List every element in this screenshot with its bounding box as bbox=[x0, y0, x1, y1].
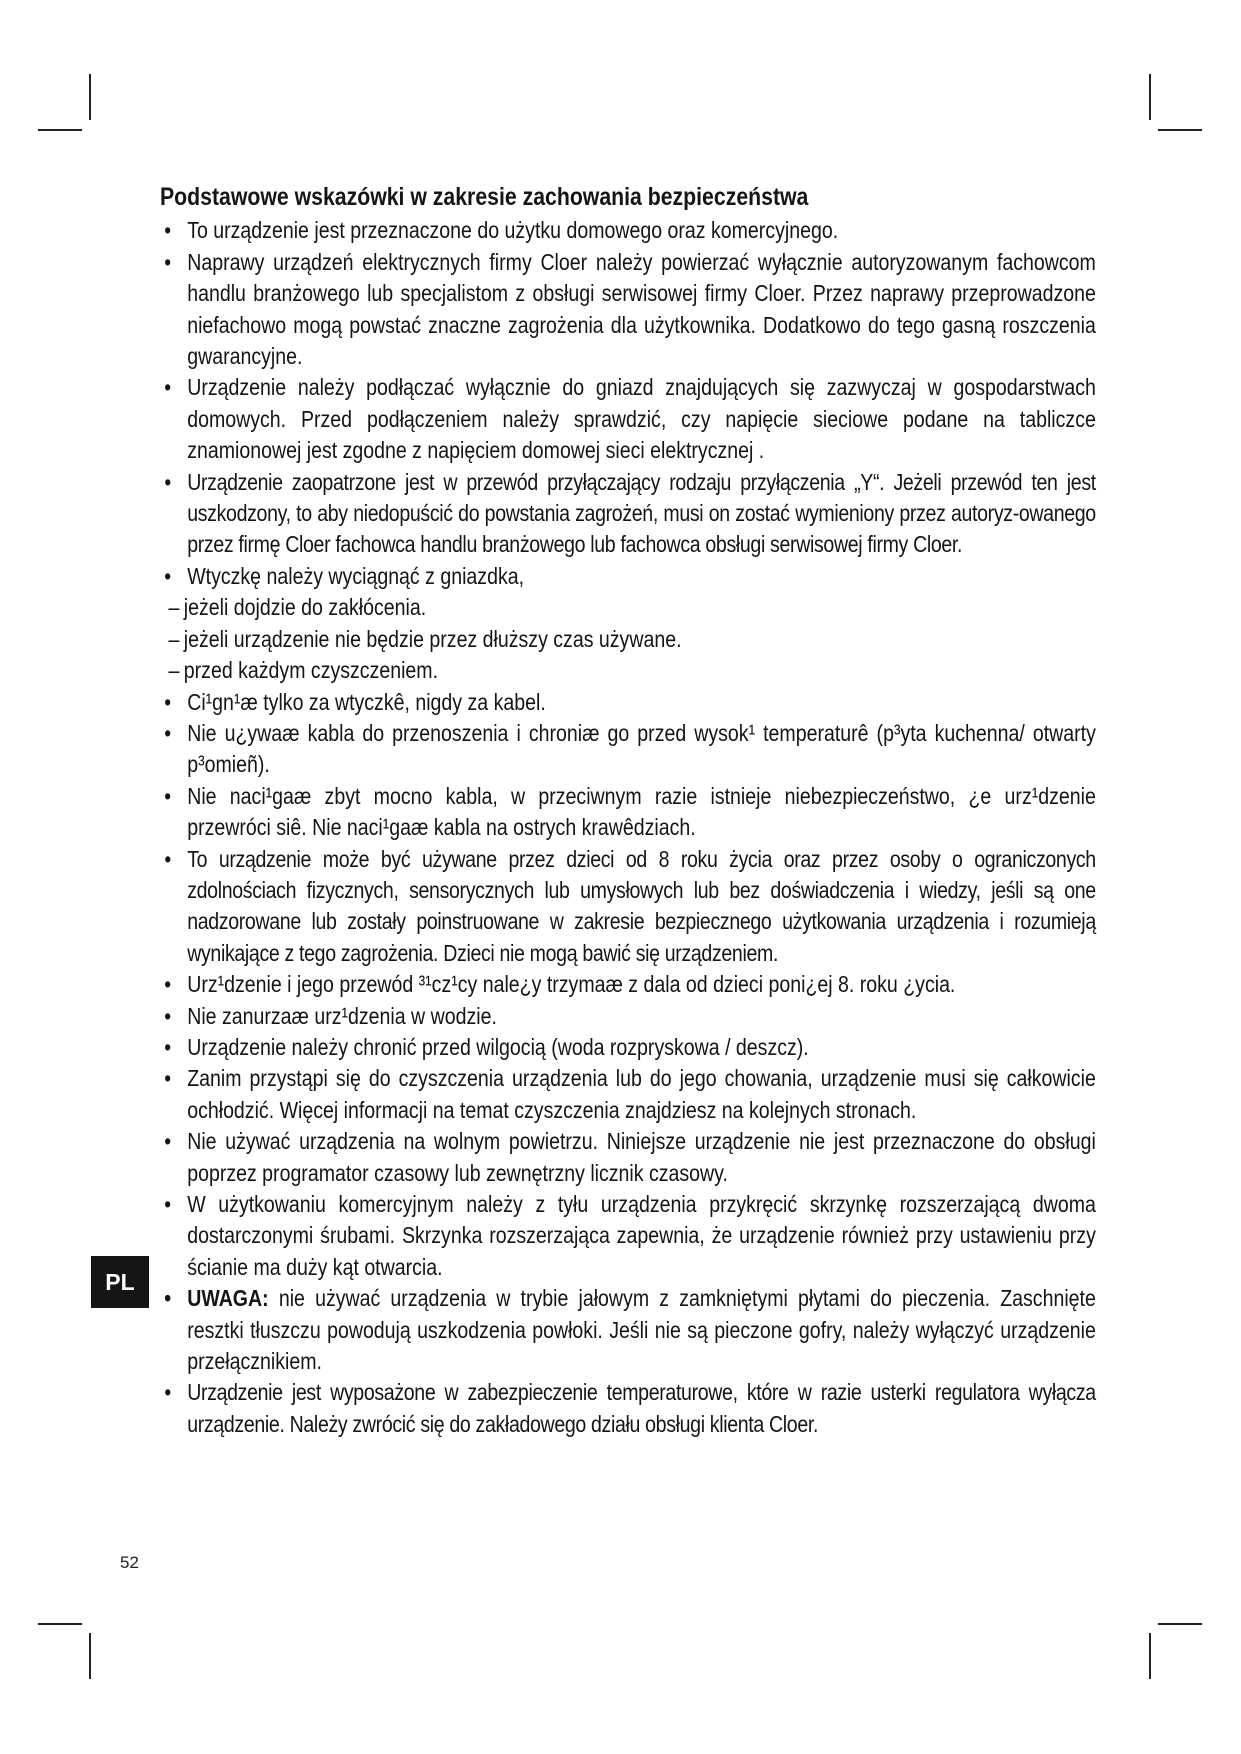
list-item bbox=[160, 1377, 1096, 1440]
bullet: • bbox=[164, 374, 172, 401]
list-item bbox=[160, 215, 1096, 246]
bullet: • bbox=[164, 1285, 172, 1312]
section-heading: Podstawowe wskazówki w zakresie zachowania bezpieczeństwa bbox=[160, 183, 809, 211]
sub-list-item bbox=[160, 624, 1096, 655]
list-item-text: To urządzenie jest przeznaczone do użytku domowego oraz komercyjnego. bbox=[187, 217, 839, 244]
crop-mark-top-right-vertical bbox=[1149, 74, 1151, 120]
list-item-text: To urządzenie może być używane przez dzieci od 8 roku życia oraz przez osoby o ograniczonych zdolnościach fizycznych, sensorycznych lub umysłowych lub bez doświadczenia i wiedzy, jeśli są one nadzorowane lub zostały poinstruowane w zakresie bezpiecznego użytkowania urządzenia i rozumieją wynikające z tego zagrożenia. Dzieci nie mogą bawić się urządzeniem. bbox=[187, 845, 1096, 966]
bullet: • bbox=[164, 1191, 172, 1217]
list-item-text: Urządzenie zaopatrzone jest w przewód przyłączający rodzaju przyłączenia „Y“. Jeżeli przewód ten jest uszkodzony, to aby niedopuścić do powstania zagrożeń, musi on zostać wymieniony przez autoryz-owanego przez firmę Cloer fachowca handlu branżowego lub fachowca obsługi serwisowej firmy Cloer. bbox=[187, 468, 1096, 558]
bullet: • bbox=[164, 248, 172, 275]
warning-label: UWAGA: bbox=[187, 1285, 269, 1312]
list-item bbox=[160, 1126, 1096, 1189]
crop-mark-bottom-left-horizontal bbox=[38, 1623, 82, 1625]
list-item bbox=[160, 1063, 1096, 1126]
list-item-text: Naprawy urządzeń elektrycznych firmy Cloer należy powierzać wyłącznie autoryzowanym fachowcom handlu branżowego lub specjalistom z obsługi serwisowej firmy Cloer. Przez naprawy przeprowadzone niefachowo mogą powstać znaczne zagrożenia dla użytkownika. Dodatkowo do tego gasną roszczenia gwarancyjne. bbox=[187, 248, 1096, 370]
bullet: • bbox=[164, 1379, 171, 1406]
list-item-text: Urządzenie jest wyposażone w zabezpieczenie temperaturowe, które w razie usterki regulatora wyłącza urządzenie. Należy zwrócić się do zakładowego działu obsługi klienta Cloer. bbox=[187, 1379, 1096, 1437]
list-item bbox=[160, 781, 1096, 844]
safety-instructions bbox=[160, 182, 1096, 1440]
list-item bbox=[160, 467, 1096, 561]
list-item bbox=[160, 247, 1096, 373]
sub-list-item-text: przed każdym czyszczeniem. bbox=[183, 657, 439, 684]
sub-list-item bbox=[160, 655, 1096, 686]
list-item bbox=[160, 844, 1096, 970]
bullet: • bbox=[164, 719, 172, 746]
bullet: • bbox=[164, 688, 172, 715]
language-tab: PL bbox=[91, 1256, 149, 1308]
bullet: • bbox=[164, 971, 172, 998]
dash: – bbox=[168, 657, 180, 684]
sub-list-item-text: jeżeli dojdzie do zakłócenia. bbox=[183, 594, 427, 621]
bullet: • bbox=[164, 1128, 172, 1155]
list-item-text: W użytkowaniu komercyjnym należy z tyłu urządzenia przykręcić skrzynkę rozszerzającą dwoma dostarczonymi śrubami. Skrzynka rozszerzająca zapewnia, że urządzenie również przy ustawieniu przy ścianie ma duży kąt otwarcia. bbox=[187, 1191, 1096, 1280]
list-item-text: Zanim przystąpi się do czyszczenia urządzenia lub do jego chowania, urządzenie musi się całkowicie ochłodzić. Więcej informacji na temat czyszczenia znajdziesz na kolejnych stronach. bbox=[187, 1065, 1096, 1123]
bullet: • bbox=[164, 782, 172, 809]
list-item-text: Nie naci¹gaæ zbyt mocno kabla, w przeciwnym razie istnieje niebezpieczeństwo, ¿e urz¹dzenie przewróci siê. Nie naci¹gaæ kabla na ostrych krawêdziach. bbox=[187, 782, 1096, 841]
list-item bbox=[160, 372, 1096, 466]
bullet: • bbox=[164, 562, 172, 589]
crop-mark-bottom-right-vertical bbox=[1149, 1633, 1151, 1679]
list-item-text: Nie używać urządzenia na wolnym powietrzu. Niniejsze urządzenie nie jest przeznaczone do obsługi poprzez programator czasowy lub zewnętrzny licznik czasowy. bbox=[187, 1128, 1096, 1186]
bullet: • bbox=[164, 468, 171, 495]
list-item bbox=[160, 561, 1096, 592]
list-item bbox=[160, 687, 1096, 718]
list-item-text: nie używać urządzenia w trybie jałowym z zamkniętymi płytami do pieczenia. Zaschnięte resztki tłuszczu powodują uszkodzenia powłoki. Jeśli nie są pieczone gofry, należy wyłączyć urządzenie przełącznikiem. bbox=[187, 1285, 1096, 1375]
crop-mark-bottom-left-vertical bbox=[89, 1633, 91, 1679]
sub-list-item bbox=[160, 592, 1096, 623]
dash: – bbox=[168, 594, 180, 621]
list-item-text: Nie u¿ywaæ kabla do przenoszenia i chroniæ go przed wysok¹ temperaturê (p³yta kuchenna/ otwarty p³omieñ). bbox=[187, 719, 1096, 778]
page-number: 52 bbox=[120, 1553, 139, 1572]
list-item bbox=[160, 969, 1096, 1000]
list-item bbox=[160, 718, 1096, 781]
sub-list-item-text: jeżeli urządzenie nie będzie przez dłuższy czas używane. bbox=[183, 625, 682, 652]
bullet: • bbox=[164, 1033, 172, 1060]
list-item-text: Ci¹gn¹æ tylko za wtyczkê, nigdy za kabel. bbox=[187, 688, 546, 715]
dash: – bbox=[168, 625, 180, 652]
bullet: • bbox=[164, 1002, 172, 1029]
list-item bbox=[160, 1001, 1096, 1032]
crop-mark-top-left-vertical bbox=[89, 74, 91, 120]
crop-mark-bottom-right-horizontal bbox=[1158, 1623, 1202, 1625]
list-item bbox=[160, 1032, 1096, 1063]
bullet: • bbox=[164, 217, 172, 244]
crop-mark-top-right-horizontal bbox=[1158, 129, 1202, 131]
bullet: • bbox=[164, 1065, 172, 1092]
list-item-text: Wtyczkę należy wyciągnąć z gniazdka, bbox=[187, 562, 525, 589]
list-item bbox=[160, 1283, 1096, 1377]
list-item-text: Nie zanurzaæ urz¹dzenia w wodzie. bbox=[187, 1002, 497, 1029]
crop-mark-top-left-horizontal bbox=[38, 129, 82, 131]
list-item-text: Urz¹dzenie i jego przewód ³¹cz¹cy nale¿y trzymaæ z dala od dzieci poni¿ej 8. roku ¿ycia. bbox=[187, 971, 956, 998]
list-item-text: Urządzenie należy chronić przed wilgocią (woda rozpryskowa / deszcz). bbox=[187, 1033, 809, 1060]
list-item bbox=[160, 1189, 1096, 1283]
bullet: • bbox=[164, 845, 171, 872]
list-item-text: Urządzenie należy podłączać wyłącznie do gniazd znajdujących się zazwyczaj w gospodarstwach domowych. Przed podłączeniem należy sprawdzić, czy napięcie sieciowe podane na tabliczce znamionowej jest zgodne z napięciem domowej sieci elektrycznej . bbox=[187, 374, 1096, 464]
